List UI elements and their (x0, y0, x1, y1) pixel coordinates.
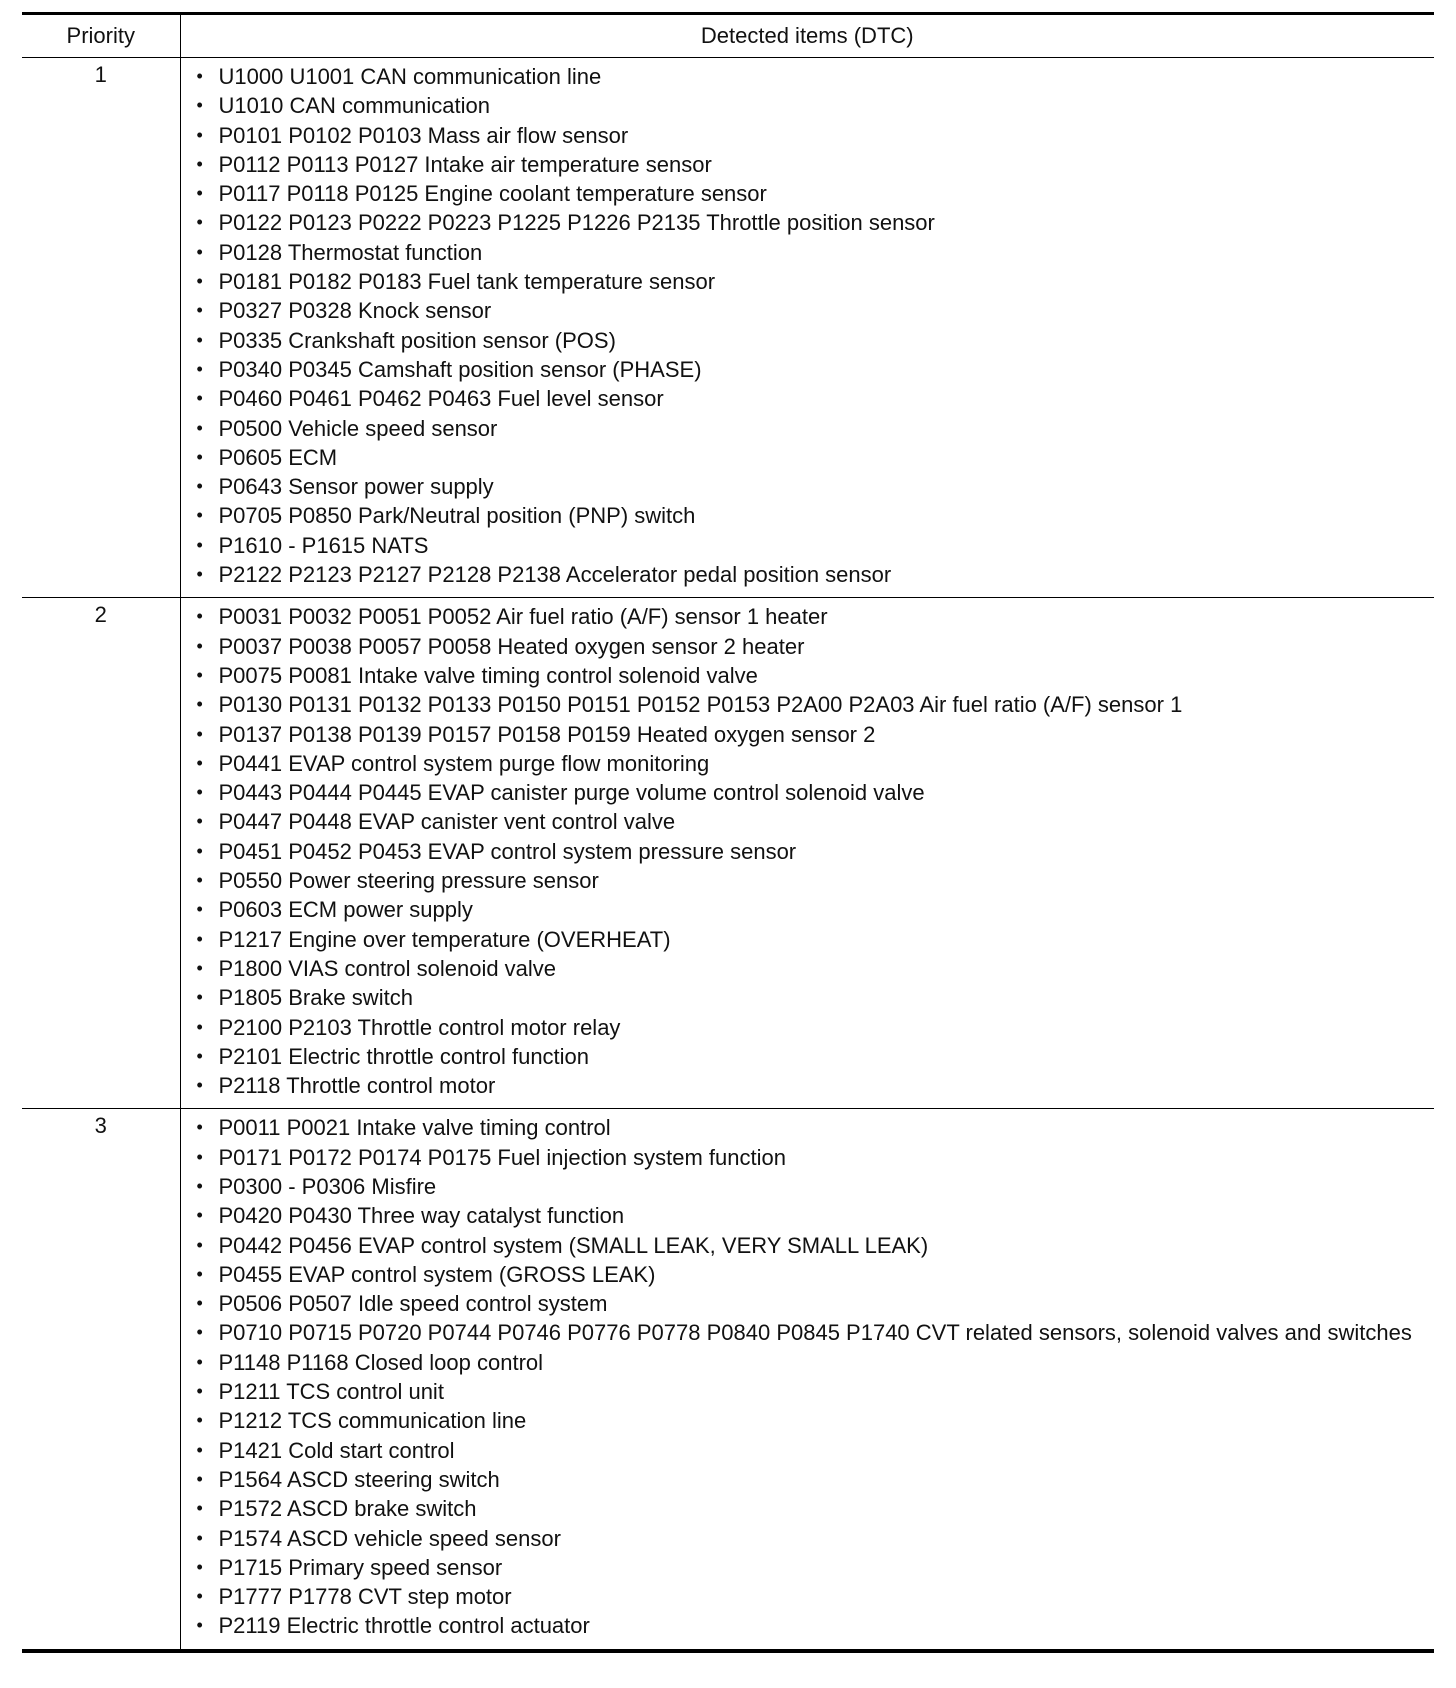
detected-items-cell (180, 1109, 1434, 1651)
dtc-item-text: P0605 ECM (218, 444, 338, 470)
bullet-icon: • (196, 1234, 203, 1255)
list-item (195, 1172, 1427, 1201)
dtc-item-text: P0335 Crankshaft position sensor (POS) (218, 327, 616, 353)
dtc-item-text: P2118 Throttle control motor (218, 1073, 496, 1099)
list-item (195, 1494, 1427, 1523)
bullet-icon: • (196, 153, 203, 174)
table-body (22, 58, 1434, 1651)
dtc-item-text: P0447 P0448 EVAP canister vent control valve (218, 809, 676, 835)
list-item (195, 91, 1427, 120)
dtc-item-text: P0443 P0444 P0445 EVAP canister purge volume control solenoid valve (218, 780, 925, 806)
list-item (195, 1289, 1427, 1318)
dtc-list (195, 1113, 1427, 1640)
dtc-item-text: P0420 P0430 Three way catalyst function (218, 1203, 625, 1229)
bullet-icon: • (196, 1263, 203, 1284)
list-item (195, 560, 1427, 589)
dtc-item-text: P0031 P0032 P0051 P0052 Air fuel ratio (A/F) sensor 1 heater (218, 604, 828, 630)
dtc-item-text: P0130 P0131 P0132 P0133 P0150 P0151 P0152 P0153 P2A00 P2A03 Air fuel ratio (A/F) sensor 1 (218, 692, 1183, 718)
detected-items-cell (180, 58, 1434, 598)
list-item (195, 837, 1427, 866)
dtc-item-text: P0128 Thermostat function (218, 239, 483, 265)
list-item (195, 1582, 1427, 1611)
bullet-icon: • (196, 183, 203, 204)
bullet-icon: • (196, 417, 203, 438)
list-item (195, 501, 1427, 530)
list-item (195, 807, 1427, 836)
bullet-icon: • (196, 1381, 203, 1402)
bullet-icon: • (196, 1322, 203, 1343)
bullet-icon: • (196, 811, 203, 832)
bullet-icon: • (196, 957, 203, 978)
bullet-icon: • (196, 505, 203, 526)
list-item (195, 720, 1427, 749)
bullet-icon: • (196, 300, 203, 321)
bullet-icon: • (196, 840, 203, 861)
dtc-item-text: P1777 P1778 CVT step motor (218, 1584, 512, 1610)
bullet-icon: • (196, 1075, 203, 1096)
bullet-icon: • (196, 694, 203, 715)
list-item (195, 267, 1427, 296)
bullet-icon: • (196, 664, 203, 685)
bullet-icon: • (196, 1468, 203, 1489)
list-item (195, 296, 1427, 325)
bullet-icon: • (196, 358, 203, 379)
list-item (195, 62, 1427, 91)
list-item (195, 1377, 1427, 1406)
dtc-item-text: P0117 P0118 P0125 Engine coolant temperature sensor (218, 181, 767, 207)
bullet-icon: • (196, 782, 203, 803)
dtc-item-text: P1148 P1168 Closed loop control (218, 1349, 544, 1375)
dtc-item-text: P1211 TCS control unit (218, 1379, 444, 1405)
bullet-icon: • (196, 388, 203, 409)
dtc-item-text: P0122 P0123 P0222 P0223 P1225 P1226 P2135 Throttle position sensor (218, 210, 935, 236)
dtc-item-text: P2122 P2123 P2127 P2128 P2138 Accelerator pedal position sensor (218, 562, 892, 588)
dtc-item-text: P1212 TCS communication line (218, 1408, 527, 1434)
list-item (195, 954, 1427, 983)
list-item (195, 983, 1427, 1012)
dtc-item-text: P0455 EVAP control system (GROSS LEAK) (218, 1261, 656, 1287)
list-item (195, 1465, 1427, 1494)
bullet-icon: • (196, 1146, 203, 1167)
table-row (22, 598, 1434, 1109)
priority-cell: 1 (22, 58, 180, 598)
bullet-icon: • (196, 329, 203, 350)
dtc-item-text: P1421 Cold start control (218, 1437, 455, 1463)
list-item (195, 1406, 1427, 1435)
dtc-list (195, 62, 1427, 589)
priority-cell: 3 (22, 1109, 180, 1651)
bullet-icon: • (196, 241, 203, 262)
dtc-item-text: P0550 Power steering pressure sensor (218, 868, 599, 894)
list-item (195, 384, 1427, 413)
list-item (195, 1071, 1427, 1100)
bullet-icon: • (196, 1045, 203, 1066)
bullet-icon: • (196, 446, 203, 467)
bullet-icon: • (196, 564, 203, 585)
bullet-icon: • (196, 870, 203, 891)
table-row (22, 58, 1434, 598)
table-header-row (22, 14, 1434, 58)
dtc-item-text: P0137 P0138 P0139 P0157 P0158 P0159 Heated oxygen sensor 2 (218, 721, 876, 747)
list-item (195, 895, 1427, 924)
dtc-item-text: P1800 VIAS control solenoid valve (218, 955, 557, 981)
dtc-item-text: P0075 P0081 Intake valve timing control solenoid valve (218, 662, 758, 688)
bullet-icon: • (196, 66, 203, 86)
list-item (195, 531, 1427, 560)
bullet-icon: • (196, 1498, 203, 1519)
list-item (195, 179, 1427, 208)
dtc-item-text: P0112 P0113 P0127 Intake air temperature sensor (218, 151, 712, 177)
dtc-item-text: P0451 P0452 P0453 EVAP control system pressure sensor (218, 838, 797, 864)
dtc-item-text: P1715 Primary speed sensor (218, 1554, 503, 1580)
bullet-icon: • (196, 534, 203, 555)
list-item (195, 1231, 1427, 1260)
dtc-item-text: P0181 P0182 P0183 Fuel tank temperature sensor (218, 269, 716, 295)
bullet-icon: • (196, 212, 203, 233)
bullet-icon: • (196, 1439, 203, 1460)
dtc-item-text: P2101 Electric throttle control function (218, 1043, 590, 1069)
list-item (195, 661, 1427, 690)
list-item (195, 1260, 1427, 1289)
bullet-icon: • (196, 928, 203, 949)
dtc-item-text: P1610 - P1615 NATS (218, 532, 429, 558)
bullet-icon: • (196, 752, 203, 773)
dtc-item-text: P0441 EVAP control system purge flow monitoring (218, 750, 710, 776)
dtc-item-text: U1000 U1001 CAN communication line (218, 64, 602, 89)
bullet-icon: • (196, 1586, 203, 1607)
list-item (195, 925, 1427, 954)
dtc-item-text: P1572 ASCD brake switch (218, 1496, 477, 1522)
dtc-item-text: P0011 P0021 Intake valve timing control (218, 1115, 611, 1141)
detected-items-column-header: Detected items (DTC) (180, 14, 1434, 58)
bullet-icon: • (196, 1016, 203, 1037)
dtc-item-text: P0037 P0038 P0057 P0058 Heated oxygen sensor 2 heater (218, 633, 805, 659)
list-item (195, 443, 1427, 472)
bullet-icon: • (196, 635, 203, 656)
list-item (195, 602, 1427, 631)
detected-items-cell (180, 598, 1434, 1109)
dtc-item-text: P2119 Electric throttle control actuator (218, 1613, 590, 1639)
list-item (195, 208, 1427, 237)
list-item (195, 1436, 1427, 1465)
bullet-icon: • (196, 1351, 203, 1372)
bullet-icon: • (196, 723, 203, 744)
dtc-item-text: P1574 ASCD vehicle speed sensor (218, 1525, 561, 1551)
list-item (195, 326, 1427, 355)
list-item (195, 1013, 1427, 1042)
dtc-item-text: P0460 P0461 P0462 P0463 Fuel level sensor (218, 386, 664, 412)
bullet-icon: • (196, 1410, 203, 1431)
list-item (195, 355, 1427, 384)
list-item (195, 1348, 1427, 1377)
dtc-item-text: P0643 Sensor power supply (218, 474, 494, 500)
dtc-item-text: P1217 Engine over temperature (OVERHEAT) (218, 926, 671, 952)
bullet-icon: • (196, 95, 203, 116)
list-item (195, 1524, 1427, 1553)
list-item (195, 690, 1427, 719)
bullet-icon: • (196, 1205, 203, 1226)
priority-cell: 2 (22, 598, 180, 1109)
list-item (195, 472, 1427, 501)
priority-column-header: Priority (22, 14, 180, 58)
bullet-icon: • (196, 606, 203, 627)
bullet-icon: • (196, 1556, 203, 1577)
list-item (195, 150, 1427, 179)
list-item (195, 1143, 1427, 1172)
list-item (195, 1553, 1427, 1582)
dtc-item-text: P0300 - P0306 Misfire (218, 1173, 437, 1199)
list-item (195, 1042, 1427, 1071)
dtc-item-text: P0705 P0850 Park/Neutral position (PNP) switch (218, 503, 696, 529)
bullet-icon: • (196, 1175, 203, 1196)
dtc-item-text: U1010 CAN communication (218, 93, 490, 119)
dtc-item-text: P0710 P0715 P0720 P0744 P0746 P0776 P0778 P0840 P0845 P1740 CVT related sensors, solenoid valves and switches (218, 1320, 1412, 1346)
list-item (195, 778, 1427, 807)
dtc-priority-table (22, 12, 1434, 1653)
dtc-list (195, 602, 1427, 1100)
bullet-icon: • (196, 1615, 203, 1636)
dtc-item-text: P0603 ECM power supply (218, 897, 473, 923)
dtc-item-text: P0101 P0102 P0103 Mass air flow sensor (218, 122, 629, 148)
list-item (195, 1201, 1427, 1230)
dtc-item-text: P0327 P0328 Knock sensor (218, 298, 492, 324)
list-item (195, 1318, 1427, 1347)
dtc-item-text: P0340 P0345 Camshaft position sensor (PHASE) (218, 356, 702, 382)
dtc-item-text: P0500 Vehicle speed sensor (218, 415, 498, 441)
dtc-item-text: P1564 ASCD steering switch (218, 1466, 500, 1492)
list-item (195, 1113, 1427, 1142)
bullet-icon: • (196, 476, 203, 497)
bullet-icon: • (196, 1527, 203, 1548)
bullet-icon: • (196, 987, 203, 1008)
dtc-item-text: P2100 P2103 Throttle control motor relay (218, 1014, 621, 1040)
list-item (195, 632, 1427, 661)
list-item (195, 866, 1427, 895)
bullet-icon: • (196, 1117, 203, 1138)
dtc-item-text: P1805 Brake switch (218, 985, 413, 1011)
dtc-item-text: P0442 P0456 EVAP control system (SMALL LEAK, VERY SMALL LEAK) (218, 1232, 929, 1258)
table-row (22, 1109, 1434, 1651)
list-item (195, 414, 1427, 443)
dtc-item-text: P0171 P0172 P0174 P0175 Fuel injection system function (218, 1144, 786, 1170)
bullet-icon: • (196, 124, 203, 145)
list-item (195, 238, 1427, 267)
list-item (195, 1611, 1427, 1640)
bullet-icon: • (196, 899, 203, 920)
dtc-item-text: P0506 P0507 Idle speed control system (218, 1291, 608, 1317)
bullet-icon: • (196, 271, 203, 292)
list-item (195, 121, 1427, 150)
list-item (195, 749, 1427, 778)
bullet-icon: • (196, 1293, 203, 1314)
